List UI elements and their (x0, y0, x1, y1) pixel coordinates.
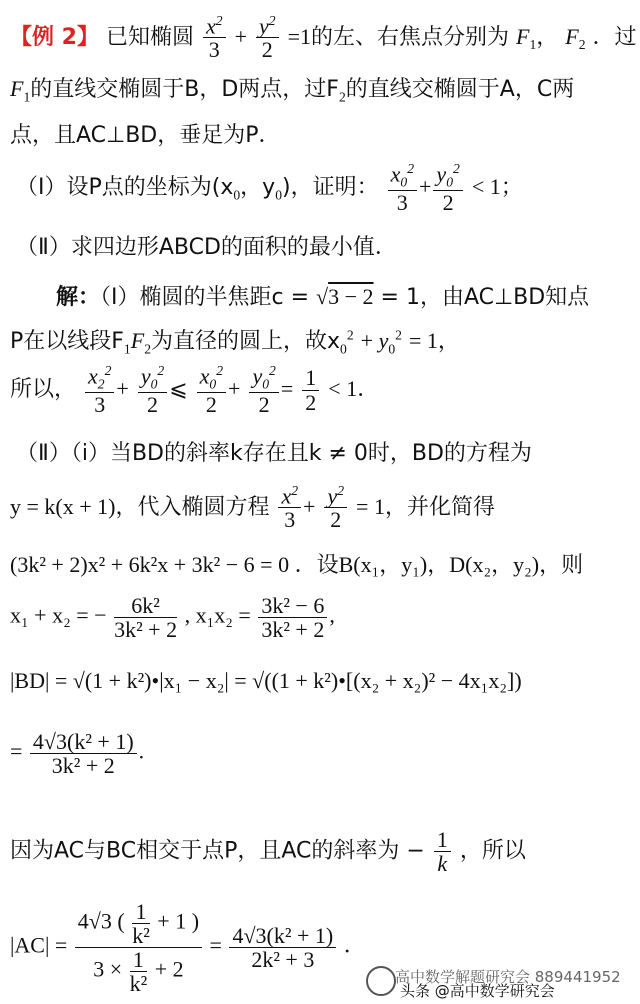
ac-res-num: 4√3(k² + 1) (229, 924, 336, 948)
example-label: 【例 2】 (10, 24, 99, 50)
line-eq: y = k(x + 1)，代入椭圆方程 $\frac{x^2}{3}$ + $\frac{y^2}{2}$ = 1，并化简得 (10, 483, 495, 533)
question-2 (16, 230, 640, 261)
quadratic-line (10, 548, 640, 579)
text: = 1，并化简得 (356, 493, 495, 519)
text: 所以， (10, 377, 77, 403)
text: = 1，由AC⊥BD知点 (380, 285, 590, 310)
text: 为直径的圆上，故x (151, 329, 341, 354)
text: = 1， (408, 328, 460, 353)
solution-line-2: P在以线段$F_1F_2$为直径的圆上，故$x_0^2 + y_0^2 = 1$， (10, 327, 460, 357)
text: 因为AC与BC相交于点P，且AC的斜率为 − (10, 838, 425, 864)
watermark-logo-icon (366, 966, 396, 996)
f2-label: F (565, 23, 579, 49)
text: ，所以 (459, 838, 526, 864)
bd-length-line (10, 668, 640, 694)
bd-formula: |BD| = √(1 + k²)•|x₁ − x₂| = √((1 + k²)•[(x₂ + x₂)² − 4x₁x₂]) (10, 668, 522, 693)
frac-y2-2: $\frac{y^2}{2}$ (256, 14, 279, 62)
text: ，y (240, 175, 276, 201)
ac-length-line: |AC| = 4√3 ( $\frac{1}{\text{k²}}$ + 1 ) 3 × $\frac{1}{\text{k²}}$ + 2 = $\frac{\text{4√3(k² + 1)}}{\text{2k² + 3}}$ ． (10, 899, 366, 997)
frac-x2-3: $\frac{x^2}{3}$ (203, 14, 226, 62)
text: ．过 (592, 24, 637, 50)
ac-slope-line: 因为AC与BC相交于点P，且AC的斜率为 − $\frac{1}{k}$ ，所以 (10, 827, 526, 877)
text: + 1 (157, 908, 187, 934)
text: 点，且AC⊥BD，垂足为P． (10, 123, 281, 148)
text: 3 × (93, 956, 123, 982)
solution-part-ii (16, 436, 640, 467)
text: )，证明： (282, 175, 379, 201)
question-1: （Ⅰ）设P点的坐标为($x_0$，$y_0$)，证明： $\frac{x_0^2}{3}$ + $\frac{y_0^2}{2}$ < 1； (16, 161, 523, 216)
problem-line-1: 【例 2】 已知椭圆 $\frac{x^2}{3}$ + $\frac{y^2}{2}$ =1的左、右焦点分别为 $F_1$， $F_2$ ．过 (10, 13, 637, 63)
bd-den: 3k² + 2 (51, 753, 115, 779)
text: ．设B(x₁，y₁)，D(x₂，y₂)，则 (294, 552, 584, 577)
watermark-text: 头条 @高中数学研究会 (400, 982, 555, 1000)
text: x₁ + x₂ = − (10, 602, 107, 628)
watermark-back: 高中数学解题研究会 889441952 (395, 968, 621, 986)
text: P在以线段F (10, 329, 124, 354)
sub: 1 (529, 37, 537, 53)
text: , x₁x₂ = (184, 602, 251, 628)
solution-line-1: 解：（Ⅰ）椭圆的半焦距c = √3 − 2 = 1，由AC⊥BD知点 (56, 284, 590, 310)
text: 的直线交椭圆于A，C两 (345, 77, 575, 102)
text: （Ⅰ）设P点的坐标为(x (16, 175, 234, 201)
text: （Ⅱ）（ⅰ）当BD的斜率k存在且k ≠ 0时，BD的方程为 (16, 441, 532, 466)
text: （Ⅱ）求四边形ABCD的面积的最小值． (16, 235, 397, 260)
vieta-line: x₁ + x₂ = − $\frac{\text{6k²}}{\text{3k² + 2}}$ , x₁x₂ = $\frac{\text{3k² − 6}}{\text{3k² + 2}}$ , (10, 593, 335, 643)
problem-line-2: $F_1$的直线交椭圆于B，D两点，过$F_2$的直线交椭圆于A，C两 (10, 76, 575, 105)
f1-label: F (515, 23, 530, 49)
text: 的直线交椭圆于B，D两点，过F (30, 77, 339, 102)
text: < 1； (471, 174, 523, 200)
bd-num: 4√3(k² + 1) (30, 730, 137, 754)
text: < 1． (328, 376, 380, 402)
text: = (10, 738, 23, 764)
text: y = k(x + 1)，代入椭圆方程 (10, 493, 270, 519)
text: 4√3 (77, 908, 112, 934)
text: 已知椭圆 (105, 24, 194, 50)
bd-result-line: = $\frac{\text{4√3(k² + 1)}}{\text{3k² + 2}}$ . (10, 729, 145, 779)
text: |AC| = (10, 932, 68, 958)
solution-label: 解： (56, 285, 101, 310)
problem-line-3 (10, 118, 640, 149)
ac-res-den: 2k² + 3 (251, 947, 315, 973)
quadratic: (3k² + 2)x² + 6k²x + 3k² − 6 = 0 (10, 552, 290, 577)
sub: 2 (578, 37, 586, 53)
text: =1的左、右焦点分别为 (287, 23, 509, 49)
text: + 2 (154, 956, 184, 982)
radicand: 3 − 2 (328, 284, 374, 309)
solution-line-3: 所以， $\frac{x_2^2}{3}$ + $\frac{y_0^2}{2}$ ⩽ $\frac{x_0^2}{2}$ + $\frac{y_0^2}{2}$ = $\frac{1}{2}$ < 1． (10, 363, 380, 418)
text: （Ⅰ）椭圆的半焦距c = (100, 285, 310, 310)
